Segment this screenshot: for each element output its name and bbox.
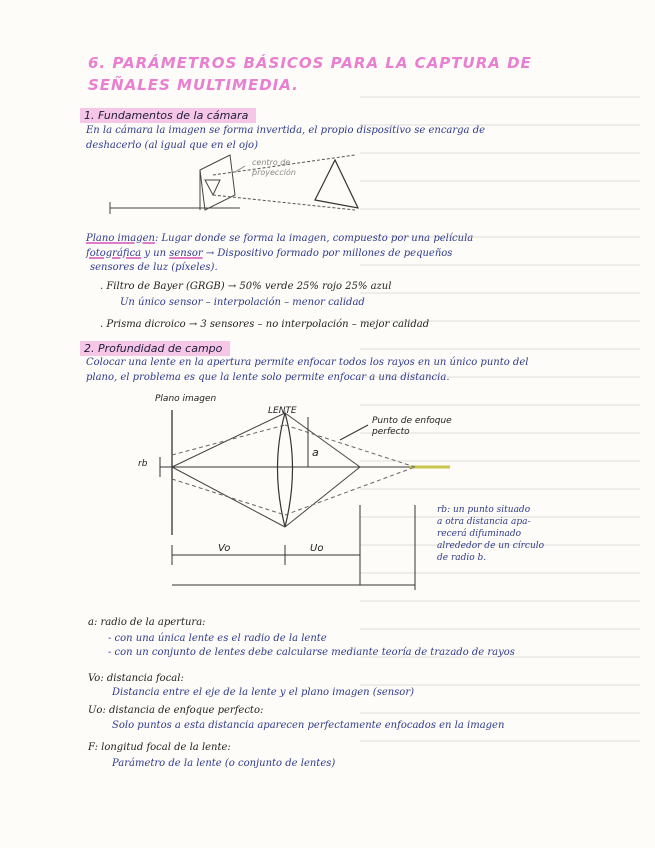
def-term: Vo [88,673,101,684]
def-a-sub-1: - con una única lente es el radio de la lente [108,633,327,644]
rb-note-line: a otra distancia apa- [437,517,531,527]
lente-label: LENTE [268,406,297,416]
def-text: : radio de la apertura: [93,617,206,628]
section-heading-depth: 2. Profundidad de campo [80,341,230,356]
vo-label: Vo [218,543,231,554]
def-text: : distancia focal: [100,673,184,684]
rb-note-line: recerá difuminado [437,529,522,539]
punto-label: Punto de enfoque perfecto [372,416,452,437]
def-f-sub: Parámetro de la lente (o conjunto de lentes) [112,758,336,769]
bayer-line: . Filtro de Bayer (GRGB) → 50% verde 25% rojo 25% azul [100,281,392,292]
def-text: : longitud focal de la lente: [94,742,231,753]
plano-line-2 [86,247,452,261]
sensor-term: sensor [169,248,203,259]
rb-label: rb [138,459,148,469]
section-heading-camera: 1. Fundamentos de la cámara [80,108,256,123]
def-term: a [88,617,94,628]
depth-line-2: plano, el problema es que la lente solo permite enfocar a una distancia. [86,372,450,383]
def-uo [88,704,263,718]
plano-imagen-label: Plano imagen [155,394,217,404]
bayer-sub: Un único sensor – interpolación – menor calidad [120,297,365,308]
def-f [88,741,231,755]
a-label: a [312,446,319,459]
intro-line-2: deshacerlo (al igual que en el ojo) [86,140,258,151]
def-vo [88,672,184,686]
def-term: F [88,742,95,753]
plano-connector: y un [141,248,170,259]
camera-diagram [110,150,370,230]
plano-def: : Lugar donde se forma la imagen, compuesto por una película [154,233,474,244]
rb-note-line: alrededor de un círculo [437,541,545,551]
def-a-sub-2: - con un conjunto de lentes debe calcularse mediante teoría de trazado de rayos [108,647,515,658]
rb-note [437,504,544,564]
def-vo-sub: Distancia entre el eje de la lente y el plano imagen (sensor) [112,687,415,698]
plano-line-1 [86,232,473,246]
rb-note-line: de radio b. [437,553,487,563]
rb-note-line: rb: un punto situado [437,505,531,515]
film-term: fotográfica [86,248,142,259]
sensor-def: → Dispositivo formado por millones de pequeños [202,248,453,259]
page-title: 6. PARÁMETROS BÁSICOS PARA LA CAPTURA DE SEÑALES MULTIMEDIA. [88,54,532,94]
projection-center-label: centro de proyección [252,158,296,177]
intro-line-1: En la cámara la imagen se forma invertida, el propio dispositivo se encarga de [86,125,486,136]
depth-line-1: Colocar una lente en la apertura permite enfocar todos los rayos en un único punto del [86,357,529,368]
plano-term: Plano imagen [86,233,155,244]
def-text: : distancia de enfoque perfecto: [102,705,264,716]
def-term: Uo [88,705,103,716]
uo-label: Uo [310,543,324,554]
def-a [88,616,206,630]
def-uo-sub: Solo puntos a esta distancia aparecen perfectamente enfocados en la imagen [112,720,505,731]
plano-line-3: sensores de luz (píxeles). [90,262,218,273]
prisma-line: . Prisma dicroico → 3 sensores – no interpolación – mejor calidad [100,319,430,330]
